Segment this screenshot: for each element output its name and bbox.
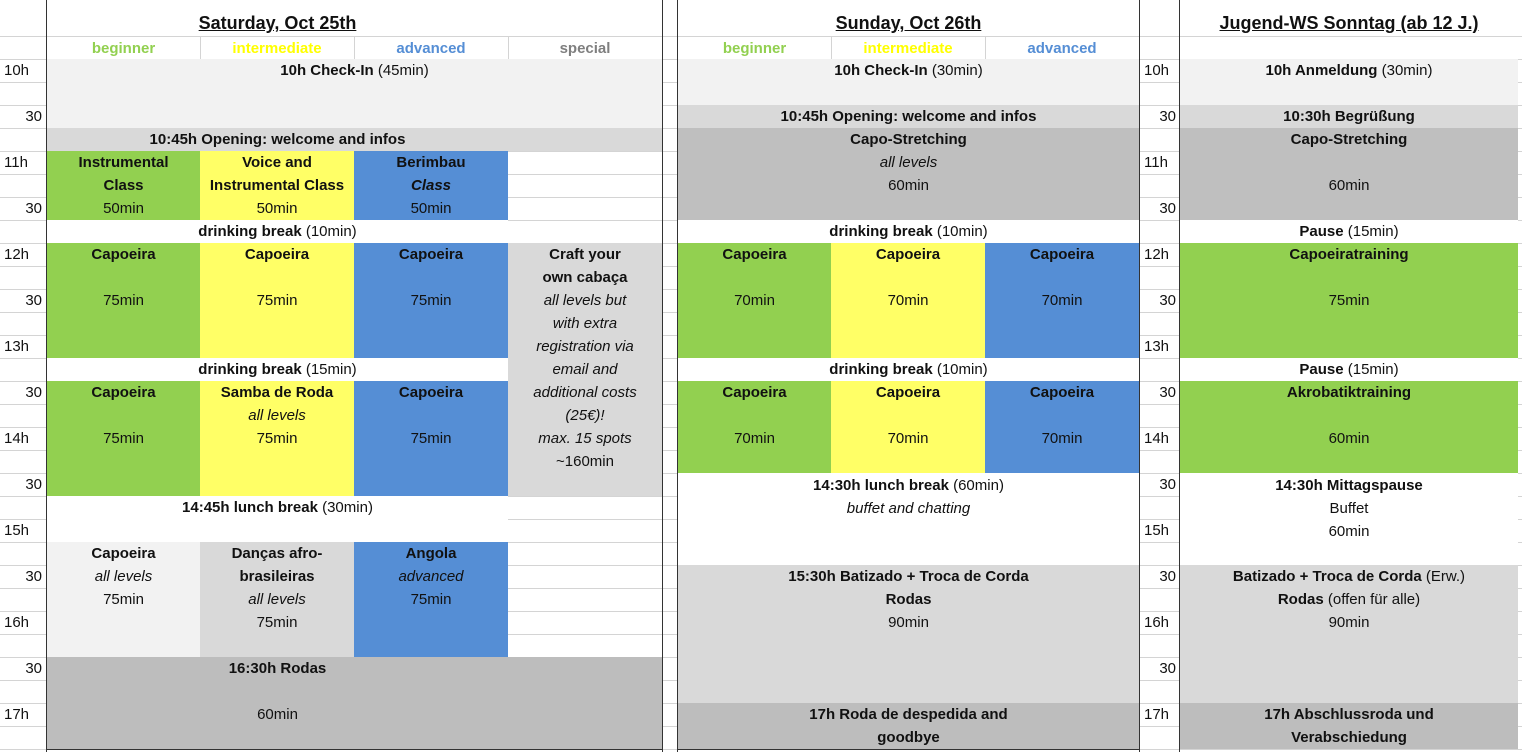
samba-sub: all levels — [248, 407, 306, 424]
craft-line9: max. 15 spots — [538, 430, 632, 447]
sunday-capoeira-beginner-2 — [678, 381, 831, 473]
pause1-duration: (15min) — [1347, 223, 1399, 240]
stretch-duration: 60min — [888, 177, 929, 194]
jugend-left-border — [1179, 0, 1180, 752]
batizado-rodas: Rodas — [1277, 591, 1324, 608]
saturday-capoeira-beginner-1 — [47, 243, 200, 358]
time-label: 10h — [1144, 62, 1170, 79]
training-title: Capoeiratraining — [1289, 246, 1409, 263]
time-label: 30 — [1159, 568, 1176, 585]
craft-line10: ~160min — [556, 453, 614, 470]
time-label: 16h — [4, 614, 30, 631]
jugend-capo-stretching — [1180, 128, 1518, 220]
time-label: 30 — [25, 660, 42, 677]
saturday-title: Saturday, Oct 25th — [198, 13, 357, 33]
time-label: 16h — [1144, 614, 1170, 631]
time-label: 30 — [25, 108, 42, 125]
anmeldung-duration: (30min) — [1381, 62, 1433, 79]
time-label: 17h — [1144, 706, 1170, 723]
dancas-afro-brasileiras — [200, 542, 354, 657]
level-intermediate-label: intermediate — [232, 40, 322, 57]
opening-label: 10:45h Opening: welcome and infos — [149, 131, 406, 148]
pause1-title: Pause — [1299, 223, 1344, 240]
time-label: 13h — [1144, 338, 1170, 355]
time-label: 12h — [1144, 246, 1170, 263]
capoeira-title: Capoeira — [1029, 246, 1095, 263]
checkin-title: 10h Check-In — [834, 62, 928, 79]
dancas-duration: 75min — [256, 614, 298, 631]
time-label: 13h — [4, 338, 30, 355]
sunday-left-border — [677, 0, 678, 752]
capoeira-duration: 70min — [1041, 292, 1083, 309]
time-label: 30 — [1159, 660, 1176, 677]
sunday-batizado — [678, 565, 1139, 703]
bottom-border-sunday — [677, 749, 1140, 750]
capoeira-duration: 75min — [103, 591, 144, 608]
sunday-capoeira-advanced-1 — [985, 243, 1139, 358]
saturday-rodas — [47, 657, 662, 749]
jugend-title: Jugend-WS Sonntag (ab 12 J.) — [1219, 13, 1479, 33]
angola-sub: advanced — [398, 568, 464, 585]
stretch-sub: all levels — [879, 154, 938, 171]
mittag-duration: 60min — [1328, 523, 1370, 540]
samba-de-roda — [200, 381, 354, 496]
craft-line8: (25€)! — [565, 407, 605, 424]
lunch-title: 14:45h lunch break — [182, 499, 318, 516]
saturday-left-border — [46, 0, 47, 752]
stretch-duration: 60min — [1328, 177, 1370, 194]
berimbau-line2: Class — [410, 177, 452, 194]
time-label: 30 — [1159, 384, 1176, 401]
sunday-capoeira-intermediate-2 — [831, 381, 985, 473]
time-label: 15h — [4, 522, 30, 539]
time-label: 12h — [4, 246, 30, 263]
begruessung-label: 10:30h Begrüßung — [1283, 108, 1415, 125]
dancas-line2: brasileiras — [239, 568, 315, 585]
break1-title: drinking break — [198, 223, 302, 240]
checkin-duration: (30min) — [931, 62, 983, 79]
sunday-drinking-break-1 — [678, 220, 1139, 243]
saturday-opening — [47, 128, 662, 151]
stretch-title: Capo-Stretching — [850, 131, 967, 148]
time-label: 30 — [25, 476, 42, 493]
stretch-title: Capo-Stretching — [1290, 131, 1408, 148]
time-label: 30 — [1159, 476, 1176, 493]
batizado-offen: (offen für alle) — [1327, 591, 1421, 608]
time-label: 30 — [1159, 292, 1176, 309]
rodas-title: 16:30h Rodas — [228, 660, 327, 677]
craft-line4: with extra — [552, 315, 618, 332]
capoeira-title: Capoeira — [722, 384, 787, 401]
berimbau-class — [354, 151, 508, 220]
sunday-capoeira-beginner-1 — [678, 243, 831, 358]
capoeira-title: Capoeira — [398, 246, 464, 263]
level-intermediate-label: intermediate — [863, 40, 953, 57]
batizado-line1: 15:30h Batizado + Troca de Corda — [788, 568, 1029, 585]
lunch-title: 14:30h lunch break — [813, 477, 949, 494]
sunday-capo-stretching — [678, 128, 1139, 220]
capoeira-title: Capoeira — [91, 384, 156, 401]
capoeira-duration: 70min — [734, 430, 775, 447]
lunch-duration: (60min) — [953, 477, 1004, 494]
capoeira-duration: 70min — [1041, 430, 1083, 447]
dancas-line1: Danças afro- — [231, 545, 323, 562]
jugend-anmeldung — [1180, 59, 1518, 105]
voice-duration: 50min — [256, 200, 298, 217]
mittag-line2: Buffet — [1329, 500, 1369, 517]
sunday-roda-despedida — [678, 703, 1139, 749]
saturday-capoeira-advanced-2 — [354, 381, 508, 496]
instrumental-class — [47, 151, 200, 220]
capoeira-title: Capoeira — [722, 246, 787, 263]
capoeira-duration: 70min — [887, 292, 929, 309]
sunday-capoeira-advanced-2 — [985, 381, 1139, 473]
instrumental-line1: Instrumental — [78, 154, 169, 171]
lunch-sub: buffet and chatting — [846, 500, 971, 517]
time-label: 14h — [4, 430, 30, 447]
voice-instrumental-class — [200, 151, 354, 220]
time-label: 14h — [1144, 430, 1170, 447]
batizado-duration: 90min — [1328, 614, 1370, 631]
saturday-lunch-break — [47, 496, 508, 542]
sunday-right-border — [1139, 0, 1140, 752]
jugend-begruessung — [1180, 105, 1518, 128]
capoeira-duration: 75min — [410, 430, 452, 447]
jugend-capoeiratraining — [1180, 243, 1518, 358]
berimbau-line1: Berimbau — [396, 154, 466, 171]
opening-label: 10:45h Opening: welcome and infos — [780, 108, 1037, 125]
break1-duration: (10min) — [936, 223, 988, 240]
saturday-capoeira-all-levels — [47, 542, 200, 657]
abschluss-line1: 17h Abschlussroda und — [1264, 706, 1434, 723]
jugend-pause-1 — [1180, 220, 1518, 243]
sunday-lunch-break — [678, 473, 1139, 565]
time-label: 11h — [1144, 154, 1168, 171]
time-label: 10h — [4, 62, 30, 79]
time-label: 30 — [25, 200, 42, 217]
capoeira-title: Capoeira — [1029, 384, 1095, 401]
jugend-mittagspause — [1180, 473, 1518, 565]
angola-duration: 75min — [410, 591, 452, 608]
abschluss-line2: Verabschiedung — [1291, 729, 1407, 746]
jugend-batizado — [1180, 565, 1518, 703]
voice-line1: Voice and — [242, 154, 312, 171]
dancas-sub: all levels — [248, 591, 306, 608]
training-duration: 75min — [1328, 292, 1370, 309]
sunday-opening — [678, 105, 1139, 128]
despedida-line1: 17h Roda de despedida and — [809, 706, 1008, 723]
angola-title: Angola — [405, 545, 457, 562]
capoeira-title: Capoeira — [91, 246, 156, 263]
batizado-title: Batizado + Troca de Corda — [1232, 568, 1422, 585]
capoeira-duration: 75min — [410, 292, 452, 309]
capoeira-title: Capoeira — [875, 384, 941, 401]
anmeldung-title: 10h Anmeldung — [1265, 62, 1378, 79]
saturday-capoeira-beginner-2 — [47, 381, 200, 496]
checkin-title: 10h Check-In — [280, 62, 374, 79]
level-beginner-label: beginner — [722, 40, 787, 57]
saturday-capoeira-advanced-1 — [354, 243, 508, 358]
level-advanced-label: advanced — [1027, 40, 1097, 57]
break2-duration: (15min) — [305, 361, 357, 378]
saturday-right-border — [662, 0, 663, 752]
craft-cabaca-workshop — [508, 243, 662, 496]
instrumental-duration: 50min — [103, 200, 144, 217]
sunday-drinking-break-2 — [678, 358, 1139, 381]
craft-line6: email and — [552, 361, 618, 378]
jugend-pause-2 — [1180, 358, 1518, 381]
level-advanced-label: advanced — [396, 40, 466, 57]
saturday-drinking-break-2 — [47, 358, 508, 381]
instrumental-line2: Class — [103, 177, 144, 194]
capoeira-title: Capoeira — [398, 384, 464, 401]
time-label: 11h — [4, 154, 28, 171]
level-beginner-label: beginner — [91, 40, 156, 57]
break1-title: drinking break — [829, 223, 933, 240]
capoeira-duration: 75min — [256, 292, 298, 309]
time-label: 30 — [25, 292, 42, 309]
bottom-border — [46, 749, 663, 750]
capoeira-duration: 75min — [103, 292, 144, 309]
pause2-title: Pause — [1299, 361, 1344, 378]
voice-line2: Instrumental Class — [209, 177, 345, 194]
craft-line2: own cabaça — [542, 269, 628, 286]
checkin-duration: (45min) — [377, 62, 429, 79]
capoeira-title: Capoeira — [875, 246, 941, 263]
capoeira-title: Capoeira — [244, 246, 310, 263]
break2-title: drinking break — [198, 361, 302, 378]
break1-duration: (10min) — [305, 223, 357, 240]
capoeira-duration: 70min — [734, 292, 775, 309]
time-label: 30 — [1159, 200, 1176, 217]
pause2-duration: (15min) — [1347, 361, 1399, 378]
level-special-label: special — [559, 40, 611, 57]
jugend-abschlussroda — [1180, 703, 1518, 749]
craft-line7: additional costs — [533, 384, 637, 401]
saturday-drinking-break-1 — [47, 220, 508, 243]
capoeira-title: Capoeira — [91, 545, 156, 562]
batizado-duration: 90min — [888, 614, 929, 631]
sunday-title: Sunday, Oct 26th — [835, 13, 982, 33]
craft-line1: Craft your — [549, 246, 621, 263]
saturday-capoeira-intermediate-1 — [200, 243, 354, 358]
craft-line5: registration via — [536, 338, 634, 355]
break2-duration: (10min) — [936, 361, 988, 378]
break2-title: drinking break — [829, 361, 933, 378]
lunch-duration: (30min) — [322, 499, 373, 516]
akro-duration: 60min — [1328, 430, 1370, 447]
samba-title: Samba de Roda — [220, 384, 334, 401]
craft-line3: all levels but — [543, 292, 627, 309]
time-label: 30 — [25, 568, 42, 585]
mittag-title: 14:30h Mittagspause — [1275, 477, 1423, 494]
berimbau-duration: 50min — [410, 200, 452, 217]
time-label: 17h — [4, 706, 30, 723]
time-label: 30 — [1159, 108, 1176, 125]
akro-title: Akrobatiktraining — [1286, 384, 1412, 401]
saturday-checkin — [47, 59, 662, 128]
samba-duration: 75min — [256, 430, 298, 447]
capoeira-duration: 70min — [887, 430, 929, 447]
batizado-erw: (Erw.) — [1425, 568, 1466, 585]
angola-class — [354, 542, 508, 657]
sunday-checkin — [678, 59, 1139, 105]
jugend-akrobatiktraining — [1180, 381, 1518, 473]
rodas-duration: 60min — [257, 706, 298, 723]
batizado-line2: Rodas — [885, 591, 932, 608]
time-label: 15h — [1144, 522, 1170, 539]
capoeira-duration: 75min — [103, 430, 144, 447]
capoeira-sub: all levels — [94, 568, 153, 585]
time-label: 30 — [25, 384, 42, 401]
despedida-line2: goodbye — [877, 729, 940, 746]
sunday-capoeira-intermediate-1 — [831, 243, 985, 358]
